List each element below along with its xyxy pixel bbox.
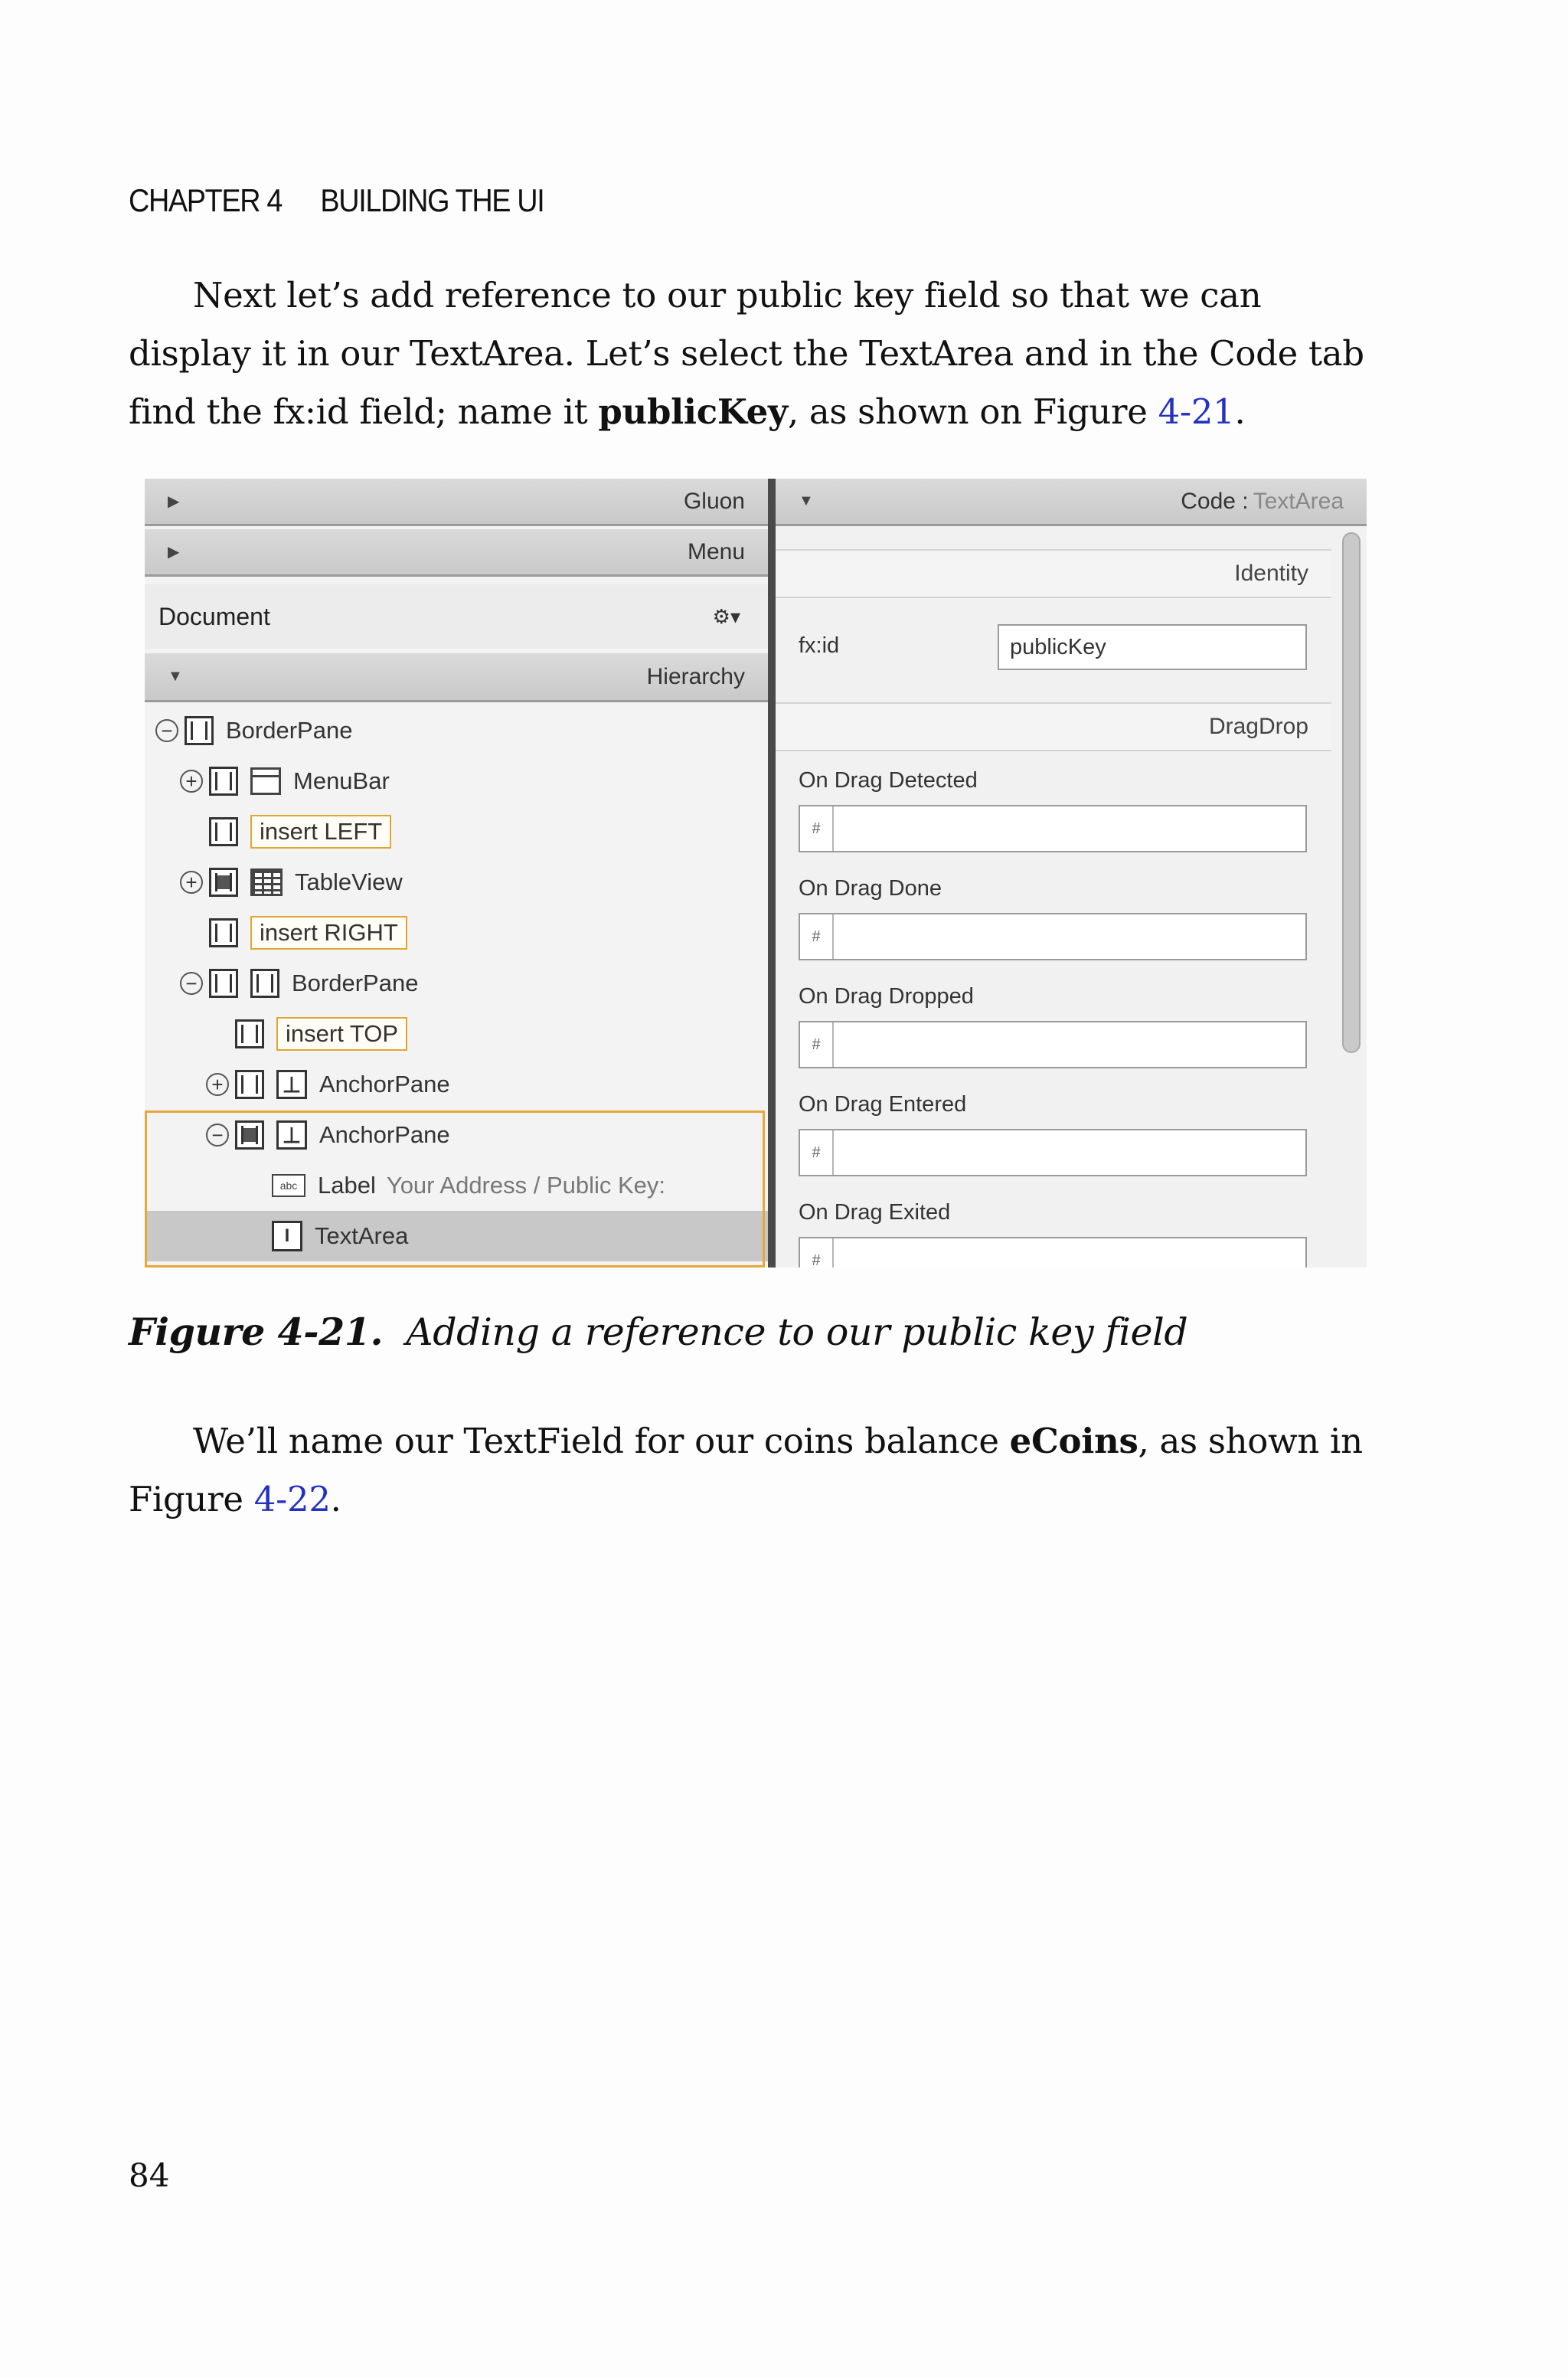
- gear-menu-icon[interactable]: ⚙▾: [712, 604, 740, 628]
- hash-icon: #: [800, 1130, 834, 1175]
- collapse-triangle-icon: ▼: [799, 492, 814, 509]
- insert-right-placeholder[interactable]: insert RIGHT: [250, 916, 407, 950]
- bold-term-publickey: publicKey: [598, 391, 788, 432]
- tree-row[interactable]: abc Label Your Address / Public Key:: [145, 1160, 768, 1211]
- tree-row[interactable]: + MenuBar: [145, 756, 768, 806]
- collapse-triangle-icon: ▼: [168, 668, 183, 685]
- bold-term-ecoins: eCoins: [1009, 1421, 1138, 1461]
- hierarchy-section-header[interactable]: ▼ Hierarchy: [145, 653, 768, 702]
- tree-row-selected[interactable]: I TextArea: [145, 1211, 768, 1261]
- chapter-title: BUILDING THE UI: [320, 182, 544, 218]
- hash-icon: #: [800, 806, 834, 851]
- figure-caption: [129, 1310, 1187, 1354]
- on-drag-entered-field[interactable]: [799, 1129, 1307, 1176]
- borderpane-center-icon: [209, 868, 238, 897]
- fxid-row: [776, 601, 1331, 696]
- on-drag-dropped-field[interactable]: [799, 1021, 1307, 1068]
- expand-triangle-icon: ▶: [168, 493, 180, 510]
- vertical-scrollbar-thumb[interactable]: [1342, 532, 1361, 1053]
- tableview-icon: [250, 868, 283, 896]
- tree-row[interactable]: + TableView: [145, 857, 768, 908]
- page-number: 84: [129, 2157, 170, 2194]
- on-drag-detected-input[interactable]: [834, 806, 1305, 851]
- expand-icon[interactable]: +: [206, 1073, 229, 1096]
- on-drag-done-input[interactable]: [834, 914, 1305, 959]
- menu-section-header[interactable]: ▶ Menu: [145, 529, 768, 577]
- on-drag-exited-field[interactable]: [799, 1237, 1307, 1268]
- on-drag-detected-row: On Drag Detected #: [776, 762, 1331, 870]
- collapse-icon[interactable]: −: [180, 972, 203, 995]
- on-drag-exited-row: On Drag Exited #: [776, 1194, 1331, 1268]
- figure-link-4-21[interactable]: 4-21: [1158, 391, 1235, 432]
- collapse-icon[interactable]: −: [206, 1124, 229, 1146]
- on-drag-detected-field[interactable]: [799, 805, 1307, 852]
- insert-top-placeholder[interactable]: insert TOP: [276, 1017, 407, 1051]
- tree-row[interactable]: [145, 908, 768, 958]
- on-drag-done-field[interactable]: [799, 913, 1307, 960]
- figure-link-4-22[interactable]: 4-22: [253, 1479, 331, 1519]
- borderpane-icon: [185, 716, 214, 745]
- document-header: Document ⚙▾: [145, 584, 768, 649]
- on-drag-dropped-row: On Drag Dropped #: [776, 978, 1331, 1086]
- tree-row[interactable]: − BorderPane: [145, 705, 768, 756]
- borderpane-slot-icon: [235, 1019, 264, 1048]
- anchorpane-icon: ⊥: [276, 1120, 307, 1150]
- hash-icon: #: [800, 914, 834, 959]
- menubar-icon: [250, 767, 281, 795]
- borderpane-slot-icon: [209, 969, 238, 998]
- scene-builder-screenshot: [145, 479, 1367, 1268]
- identity-section-header[interactable]: Identity: [776, 549, 1331, 598]
- dragdrop-section-header[interactable]: DragDrop: [776, 702, 1331, 751]
- on-drag-entered-row: On Drag Entered #: [776, 1086, 1331, 1194]
- tree-row[interactable]: [145, 1009, 768, 1059]
- body-paragraph-1: Next let’s add reference to our public key field so that we can display it in our TextArea. Let’s select the TextArea and in the Code tab find the fx:id field; name it publicKey, as shown on Figure 4-21.: [129, 275, 1364, 432]
- tree-row[interactable]: + ⊥ AnchorPane: [145, 1059, 768, 1110]
- textarea-icon: I: [272, 1221, 302, 1251]
- borderpane-icon: [250, 969, 279, 998]
- expand-icon[interactable]: +: [180, 770, 203, 793]
- on-drag-dropped-input[interactable]: [834, 1022, 1305, 1067]
- borderpane-slot-icon: [209, 817, 238, 846]
- fxid-label: fx:id: [799, 633, 840, 658]
- library-hierarchy-panel: [145, 479, 768, 1268]
- borderpane-slot-icon: [209, 767, 238, 796]
- tree-row[interactable]: − ⊥ AnchorPane: [145, 1110, 768, 1160]
- on-drag-entered-input[interactable]: [834, 1130, 1305, 1175]
- hash-icon: #: [800, 1238, 834, 1268]
- label-icon: abc: [272, 1174, 305, 1197]
- figure-caption-text: Adding a reference to our public key field: [406, 1310, 1188, 1354]
- fxid-input[interactable]: [998, 624, 1307, 670]
- borderpane-slot-icon: [235, 1070, 264, 1099]
- panel-divider[interactable]: [768, 479, 776, 1268]
- on-drag-done-row: On Drag Done #: [776, 870, 1331, 978]
- expand-triangle-icon: ▶: [168, 544, 180, 561]
- body-paragraph-2: We’ll name our TextField for our coins balance eCoins, as shown in Figure 4-22.: [129, 1421, 1363, 1519]
- figure-number: Figure 4-21.: [129, 1310, 384, 1354]
- insert-left-placeholder[interactable]: insert LEFT: [250, 815, 391, 849]
- expand-icon[interactable]: +: [180, 871, 203, 894]
- running-head: [129, 182, 544, 219]
- inspector-code-panel: [776, 479, 1367, 1268]
- borderpane-center-icon: [235, 1120, 264, 1150]
- tree-row[interactable]: − BorderPane: [145, 958, 768, 1009]
- collapse-icon[interactable]: −: [155, 719, 178, 742]
- anchorpane-icon: ⊥: [276, 1070, 307, 1099]
- tree-row[interactable]: [145, 806, 768, 857]
- code-section-header[interactable]: ▼ Code : TextArea: [776, 479, 1367, 526]
- chapter-label: CHAPTER 4: [129, 182, 282, 218]
- on-drag-exited-input[interactable]: [834, 1238, 1305, 1268]
- borderpane-slot-icon: [209, 918, 238, 947]
- hash-icon: #: [800, 1022, 834, 1067]
- gluon-section-header[interactable]: ▶ Gluon: [145, 479, 768, 526]
